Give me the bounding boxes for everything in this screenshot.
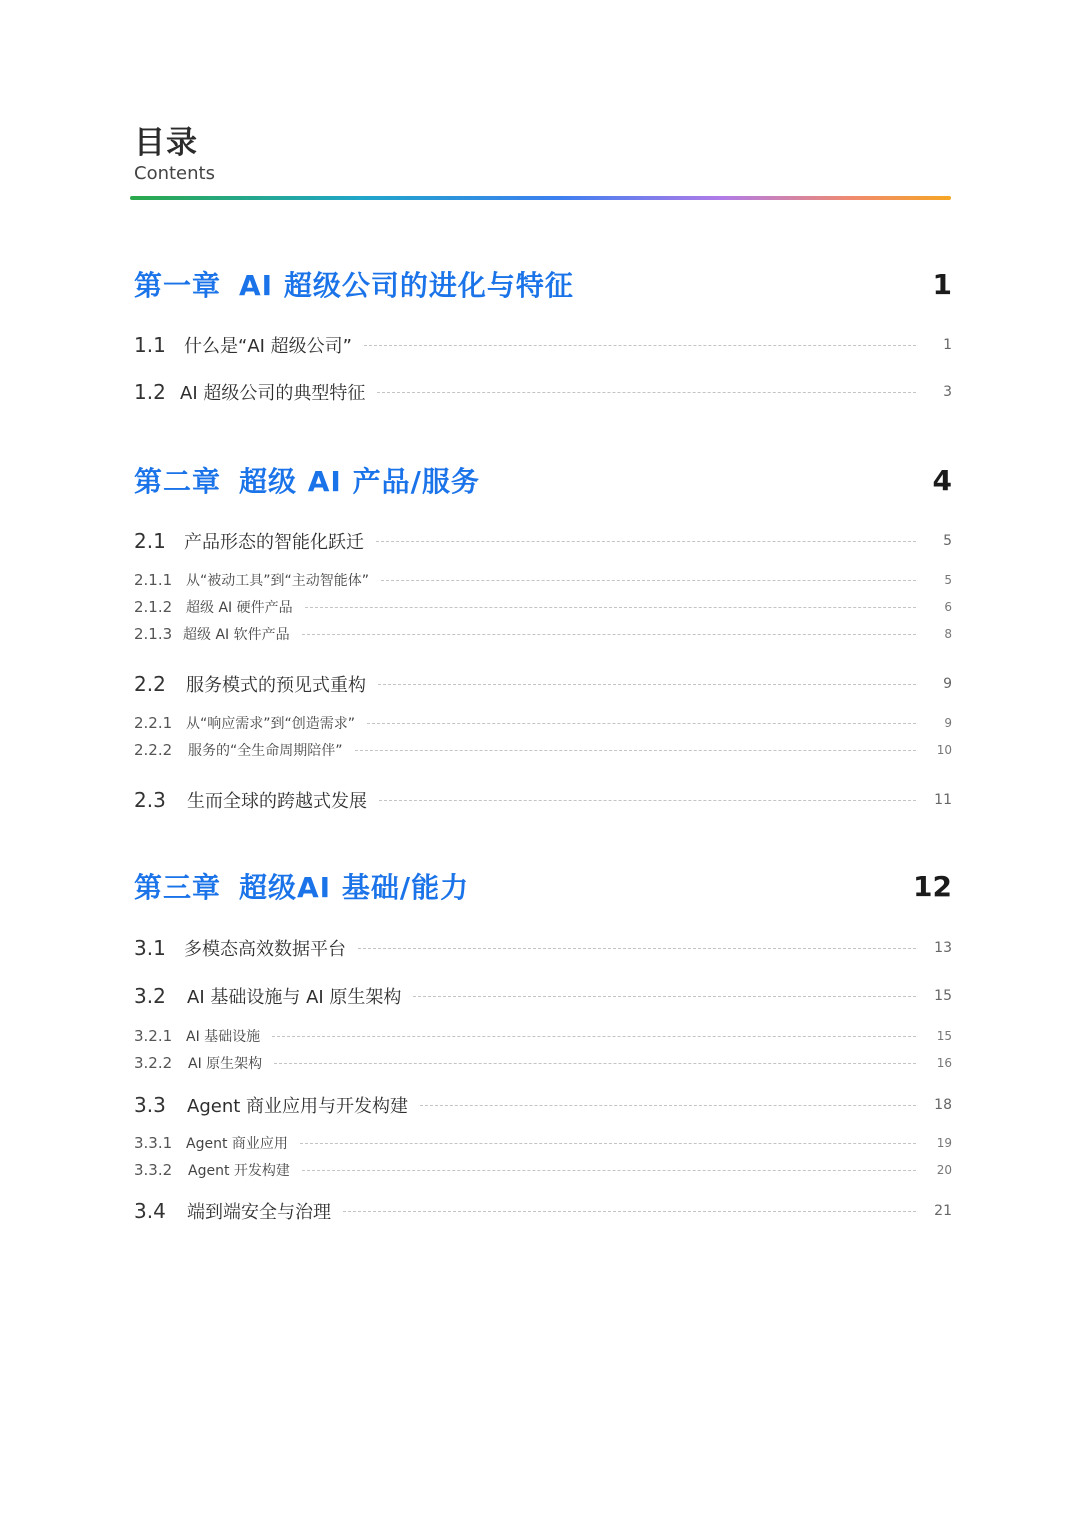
dotted-leader xyxy=(274,1063,916,1064)
toc-entry-2-1-1[interactable] xyxy=(134,570,952,590)
toc-entry-3-3-2[interactable] xyxy=(134,1160,952,1180)
dotted-leader xyxy=(364,345,916,346)
chapter-1-entry[interactable] xyxy=(134,264,952,304)
toc-entry-2-1-2[interactable] xyxy=(134,597,952,617)
toc-entry-1-2[interactable] xyxy=(134,379,952,405)
dotted-leader xyxy=(420,1105,916,1106)
section-number: 2.1.1 xyxy=(134,571,173,589)
page-number: 5 xyxy=(944,573,952,587)
toc-entry-3-2-2[interactable] xyxy=(134,1053,952,1073)
section-title: 从“被动工具”到“主动智能体” xyxy=(186,573,370,589)
page-number: 5 xyxy=(943,533,952,549)
section-title: 产品形态的智能化跃迁 xyxy=(184,532,364,553)
page-number: 1 xyxy=(943,337,952,353)
dotted-leader xyxy=(367,723,916,724)
gradient-divider xyxy=(130,196,951,200)
section-number: 2.2.2 xyxy=(134,741,173,759)
section-number: 2.3 xyxy=(134,788,166,812)
section-number: 2.1 xyxy=(134,529,166,553)
section-number: 2.2.1 xyxy=(134,714,173,732)
dotted-leader xyxy=(381,580,916,581)
dotted-leader xyxy=(302,634,916,635)
section-number: 1.1 xyxy=(134,333,166,357)
chapter-heading: 第一章 AI 超级公司的进化与特征 xyxy=(134,269,574,302)
section-title: 超级 AI 硬件产品 xyxy=(186,600,293,616)
chapter-3-entry[interactable] xyxy=(134,866,952,906)
section-title: 什么是“AI 超级公司” xyxy=(184,336,352,357)
dotted-leader xyxy=(302,1170,916,1171)
toc-entry-3-2-1[interactable] xyxy=(134,1026,952,1046)
section-title: 从“响应需求”到“创造需求” xyxy=(186,716,356,732)
section-number: 3.4 xyxy=(134,1199,166,1223)
section-number: 3.3 xyxy=(134,1093,166,1117)
section-number: 3.3.1 xyxy=(134,1134,173,1152)
section-title: Agent 商业应用与开发构建 xyxy=(187,1096,409,1117)
page-number: 12 xyxy=(913,869,952,903)
page-number: 20 xyxy=(936,1163,952,1177)
page-number: 9 xyxy=(943,676,952,692)
section-number: 2.1.3 xyxy=(134,625,173,643)
toc-entry-3-2[interactable] xyxy=(134,983,952,1009)
section-number: 3.2.2 xyxy=(134,1054,173,1072)
dotted-leader xyxy=(343,1211,916,1212)
toc-entry-3-3[interactable] xyxy=(134,1092,952,1118)
chapter-2-entry[interactable] xyxy=(134,460,952,500)
section-title: 生而全球的跨越式发展 xyxy=(187,791,367,812)
page-number: 3 xyxy=(943,384,952,400)
page-title: 目录 xyxy=(134,125,198,161)
page-number: 4 xyxy=(932,463,952,497)
section-title: Agent 商业应用 xyxy=(186,1136,288,1152)
dotted-leader xyxy=(355,750,916,751)
page-number: 8 xyxy=(944,627,952,641)
page-number: 19 xyxy=(936,1136,952,1150)
toc-entry-2-1[interactable] xyxy=(134,528,952,554)
section-title: 多模态高效数据平台 xyxy=(184,939,346,960)
toc-entry-1-1[interactable] xyxy=(134,332,952,358)
page-number: 10 xyxy=(936,743,952,757)
page-number: 15 xyxy=(936,1029,952,1043)
dotted-leader xyxy=(300,1143,916,1144)
page-number: 15 xyxy=(934,988,952,1004)
dotted-leader xyxy=(413,996,916,997)
chapter-heading: 第二章 超级 AI 产品/服务 xyxy=(134,465,480,498)
section-title: AI 原生架构 xyxy=(188,1056,263,1072)
toc-header xyxy=(134,124,215,185)
section-title: AI 基础设施与 AI 原生架构 xyxy=(187,987,402,1008)
page-number: 6 xyxy=(944,600,952,614)
toc-entry-2-1-3[interactable] xyxy=(134,624,952,644)
chapter-heading: 第三章 超级AI 基础/能力 xyxy=(134,871,470,904)
toc-entry-2-2-1[interactable] xyxy=(134,713,952,733)
section-title: 超级 AI 软件产品 xyxy=(183,627,290,643)
toc-entry-3-4[interactable] xyxy=(134,1198,952,1224)
page-number: 16 xyxy=(936,1056,952,1070)
dotted-leader xyxy=(378,684,916,685)
toc-entry-2-3[interactable] xyxy=(134,787,952,813)
section-number: 1.2 xyxy=(134,380,166,404)
page-number: 1 xyxy=(932,267,952,301)
section-title: AI 超级公司的典型特征 xyxy=(180,383,366,404)
page-number: 11 xyxy=(934,792,952,808)
page-number: 13 xyxy=(934,940,952,956)
dotted-leader xyxy=(305,607,916,608)
section-number: 3.1 xyxy=(134,936,166,960)
dotted-leader xyxy=(379,800,916,801)
section-title: 服务模式的预见式重构 xyxy=(186,675,366,696)
toc-entry-3-1[interactable] xyxy=(134,935,952,961)
section-number: 3.3.2 xyxy=(134,1161,173,1179)
page-number: 21 xyxy=(934,1203,952,1219)
section-number: 3.2.1 xyxy=(134,1027,173,1045)
section-title: 服务的“全生命周期陪伴” xyxy=(188,743,343,759)
section-number: 3.2 xyxy=(134,984,166,1008)
page-subtitle: Contents xyxy=(134,163,215,184)
section-title: AI 基础设施 xyxy=(186,1029,261,1045)
toc-entry-2-2-2[interactable] xyxy=(134,740,952,760)
dotted-leader xyxy=(358,948,916,949)
section-title: Agent 开发构建 xyxy=(188,1163,290,1179)
section-number: 2.1.2 xyxy=(134,598,173,616)
section-title: 端到端安全与治理 xyxy=(187,1202,331,1223)
dotted-leader xyxy=(272,1036,916,1037)
dotted-leader xyxy=(377,392,916,393)
toc-entry-2-2[interactable] xyxy=(134,671,952,697)
page-number: 18 xyxy=(934,1097,952,1113)
page-number: 9 xyxy=(944,716,952,730)
toc-entry-3-3-1[interactable] xyxy=(134,1133,952,1153)
dotted-leader xyxy=(376,541,916,542)
section-number: 2.2 xyxy=(134,672,166,696)
